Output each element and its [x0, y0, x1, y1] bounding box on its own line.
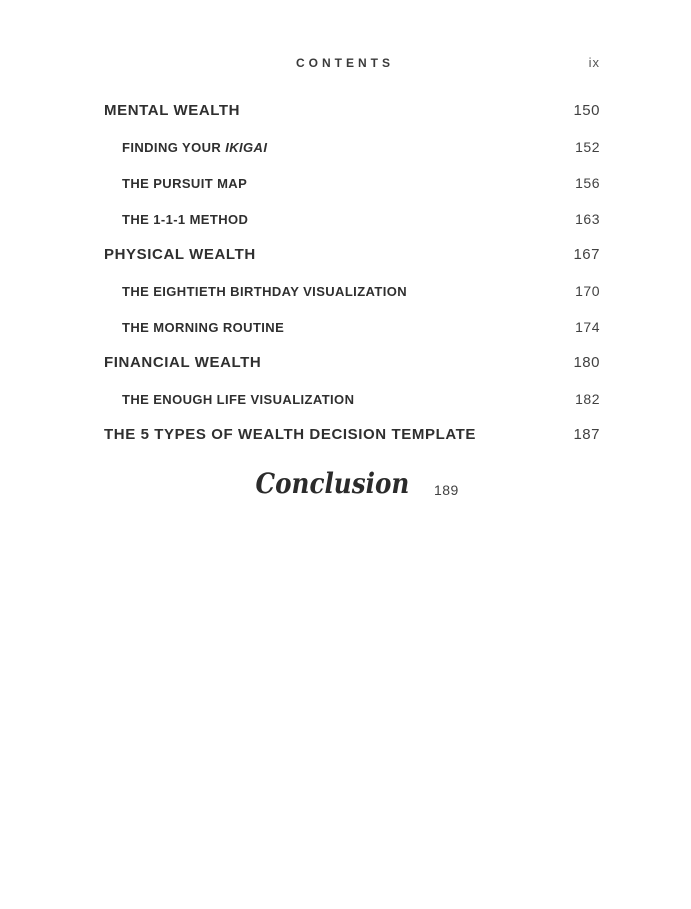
- toc-entry-conclusion: [104, 463, 600, 503]
- toc-entry-section: [104, 355, 600, 371]
- toc-entry-label: THE EIGHTIETH BIRTHDAY VISUALIZATION: [122, 284, 408, 299]
- toc-entry-label: PHYSICAL WEALTH: [104, 246, 256, 263]
- conclusion-page-number: 189: [433, 482, 459, 498]
- toc-entry-page: 182: [575, 391, 600, 407]
- running-head: [104, 56, 600, 70]
- toc-entry-label: THE 5 TYPES OF WEALTH DECISION TEMPLATE: [104, 426, 477, 443]
- toc-entry-page: 156: [575, 175, 600, 191]
- toc-entry-page: 152: [575, 139, 600, 155]
- toc-entry-label: FINANCIAL WEALTH: [104, 354, 262, 371]
- contents-heading: CONTENTS: [296, 56, 394, 70]
- toc-entry-page: 180: [573, 354, 600, 371]
- toc-entry-label: THE 1-1-1 METHOD: [122, 212, 249, 227]
- toc-entry-label: MENTAL WEALTH: [104, 102, 241, 119]
- toc-entry-sub: [104, 319, 600, 335]
- toc-entry-label: THE ENOUGH LIFE VISUALIZATION: [122, 392, 355, 407]
- toc-entry-page: 170: [575, 283, 600, 299]
- toc-entry-section: [104, 103, 600, 119]
- toc-entry-section: [104, 247, 600, 263]
- toc-entry-page: 174: [575, 319, 600, 335]
- folio-roman-numeral: ix: [588, 55, 600, 70]
- toc-entry-sub: [104, 139, 600, 155]
- toc-entry-sub: [104, 283, 600, 299]
- toc-entry-sub: [104, 175, 600, 191]
- toc-entry-sub: [104, 391, 600, 407]
- toc-entry-section: [104, 427, 600, 443]
- toc-entry-label-text: FINDING YOUR: [122, 140, 226, 155]
- toc-entry-label: [122, 140, 267, 156]
- toc-entry-sub: [104, 211, 600, 227]
- toc-entry-label: THE PURSUIT MAP: [122, 176, 248, 191]
- toc-entry-page: 167: [573, 246, 600, 263]
- toc-entry-label-italic: IKIGAI: [225, 140, 268, 155]
- conclusion-script-label: Conclusion: [255, 466, 410, 500]
- toc-entry-page: 187: [573, 426, 600, 443]
- toc-entry-label: THE MORNING ROUTINE: [122, 320, 285, 335]
- toc-entry-page: 150: [573, 102, 600, 119]
- toc-entry-page: 163: [575, 211, 600, 227]
